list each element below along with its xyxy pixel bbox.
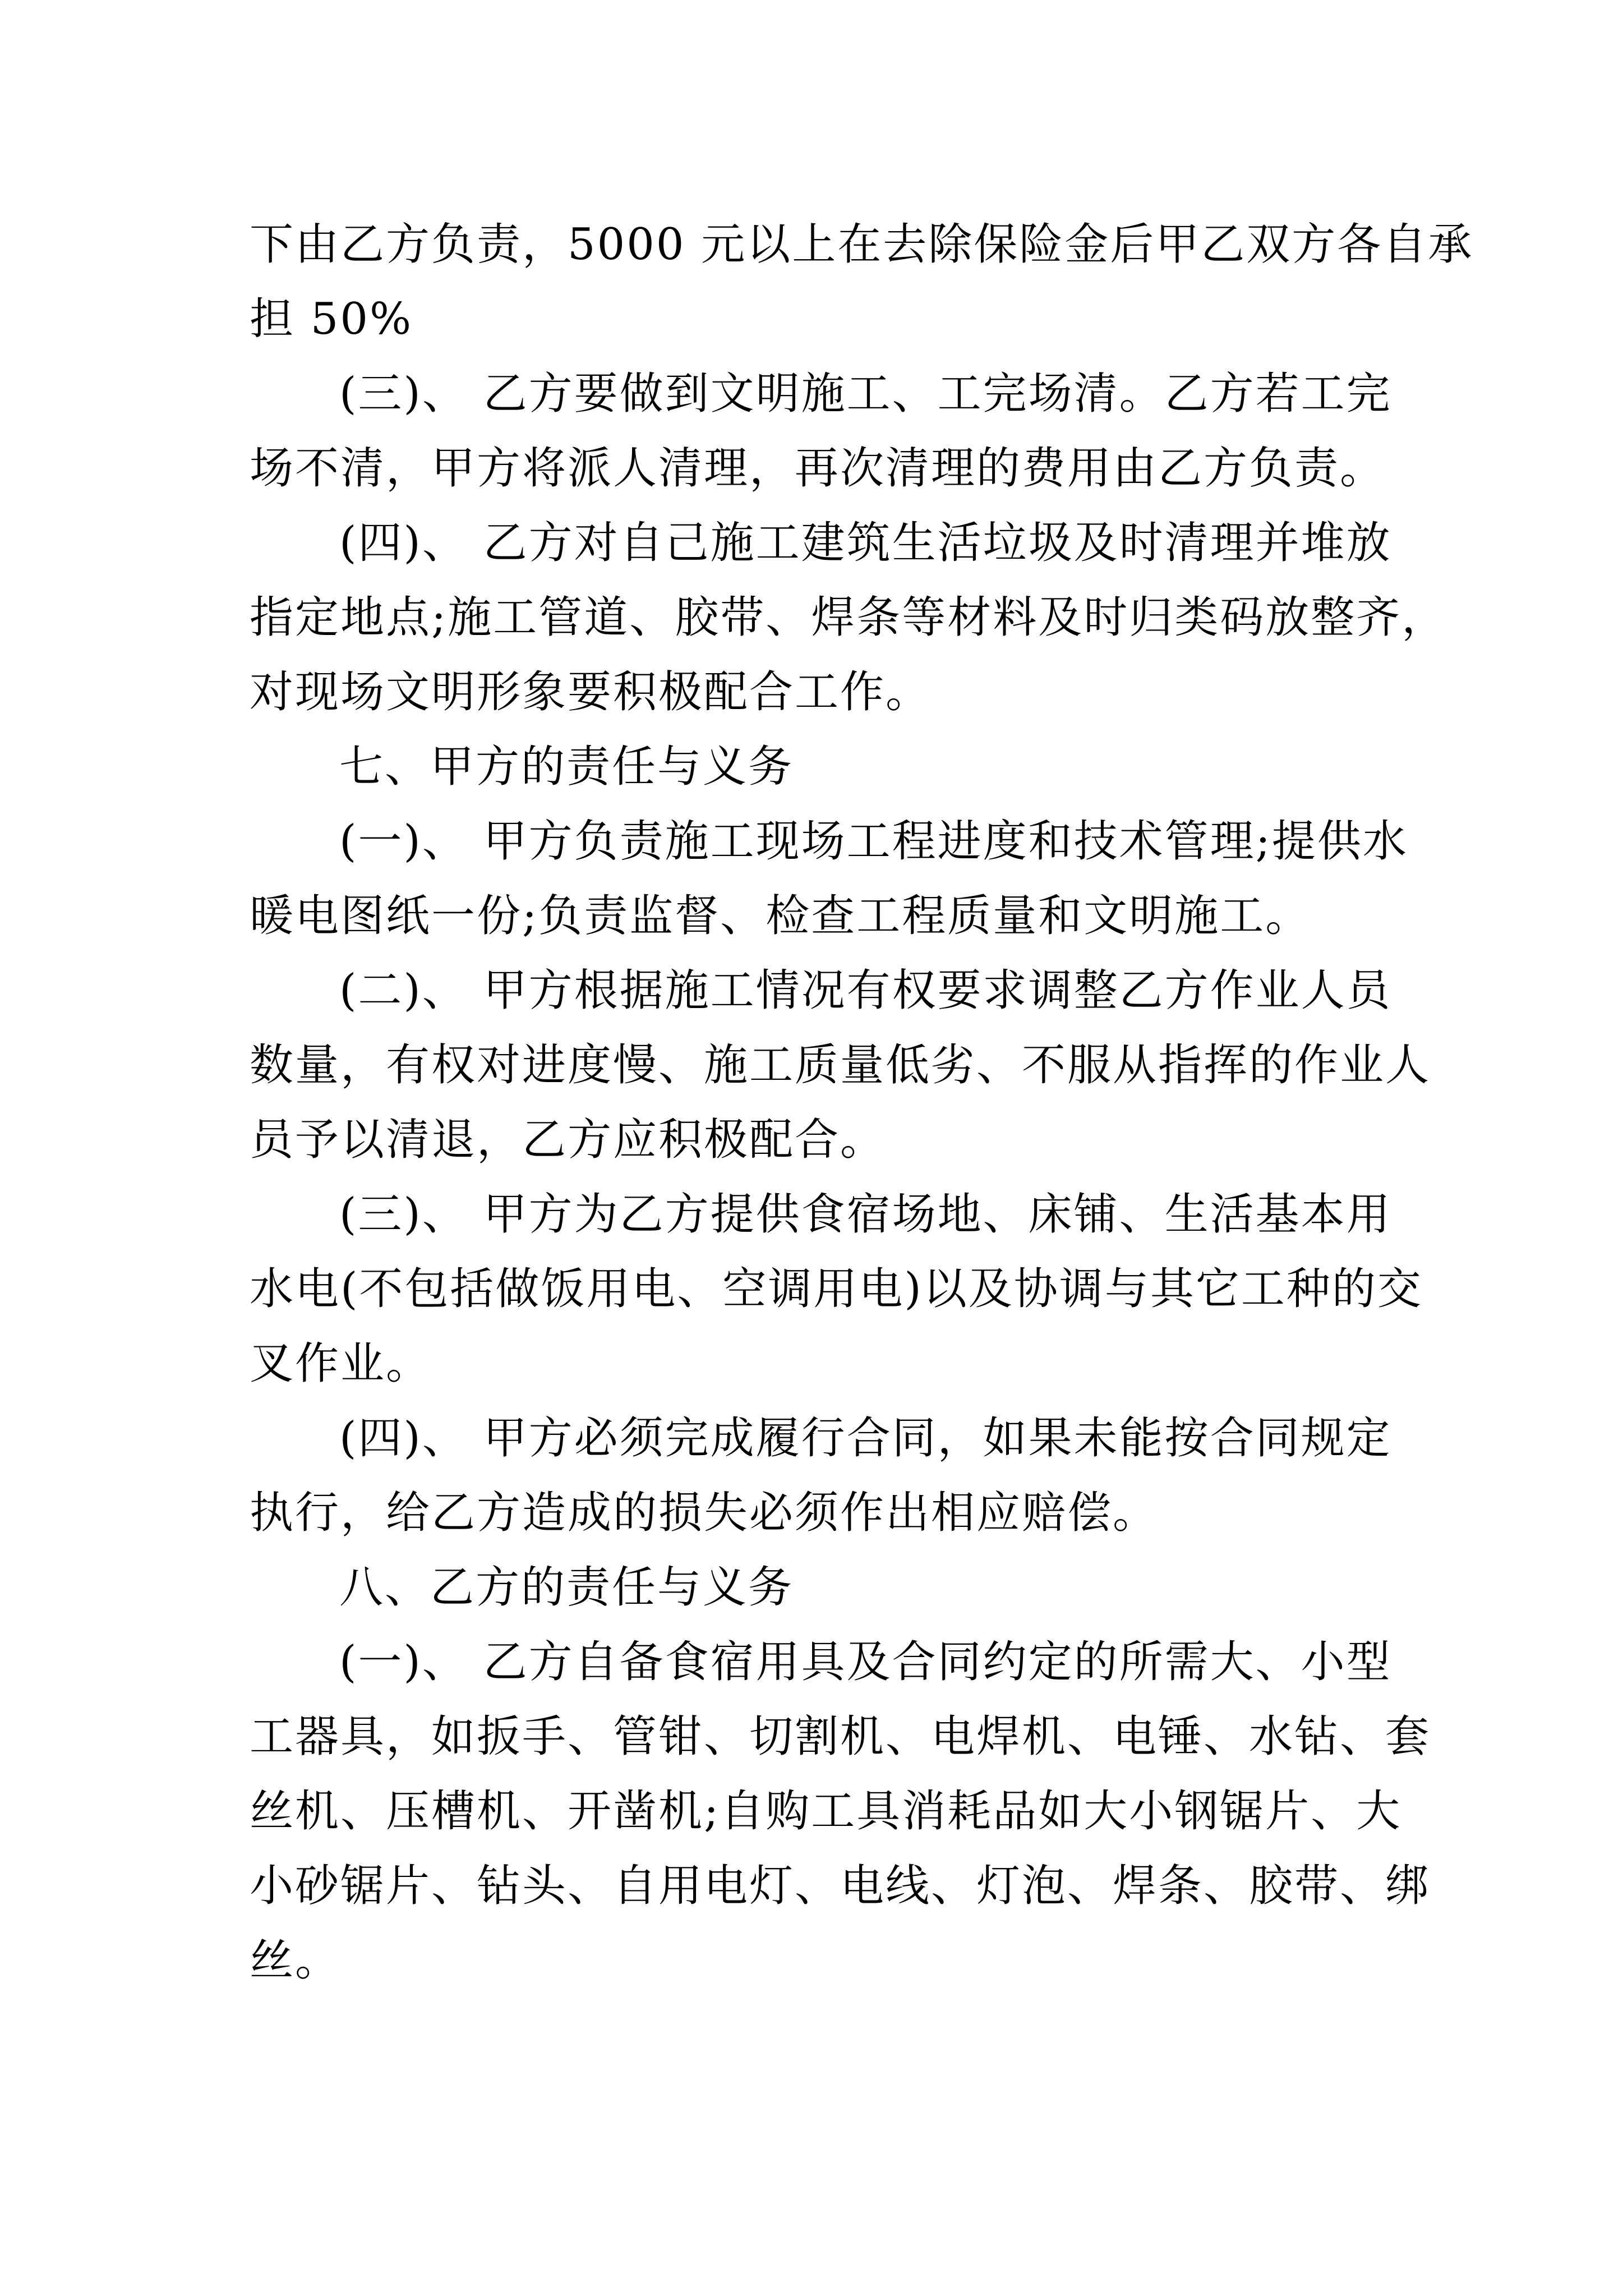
text-line: 小砂锯片、钻头、自用电灯、电线、灯泡、焊条、胶带、绑 xyxy=(250,1861,1431,1911)
text-line: 叉作业。 xyxy=(250,1338,432,1389)
text-line: 工器具，如扳手、管钳、切割机、电焊机、电锤、水钻、套 xyxy=(250,1711,1431,1762)
clause-one-heading: (一)、 甲方负责施工现场工程进度和技术管理;提供水 xyxy=(339,816,1408,867)
text-line: 对现场文明形象要积极配合工作。 xyxy=(250,667,932,717)
text-line: 下由乙方负责，5000 元以上在去除保险金后甲乙双方各自承 xyxy=(250,219,1474,270)
document-body xyxy=(250,208,1474,1998)
text-line: 水电(不包括做饭用电、空调用电)以及协调与其它工种的交 xyxy=(250,1264,1423,1314)
clause-three-heading: (三)、 甲方为乙方提供食宿场地、床铺、生活基本用 xyxy=(339,1189,1392,1240)
text-line: 丝机、压槽机、开凿机;自购工具消耗品如大小钢锯片、大 xyxy=(250,1786,1402,1837)
clause-one-heading: (一)、 乙方自备食宿用具及合同约定的所需大、小型 xyxy=(339,1637,1392,1687)
clause-three-heading: (三)、 乙方要做到文明施工、工完场清。乙方若工完 xyxy=(339,369,1392,419)
text-line: 暖电图纸一份;负责监督、检查工程质量和文明施工。 xyxy=(250,891,1311,941)
text-line: 执行，给乙方造成的损失必须作出相应赔偿。 xyxy=(250,1488,1159,1538)
section-seven-title: 七、甲方的责任与义务 xyxy=(339,742,794,792)
text-line: 担 50% xyxy=(250,294,413,344)
clause-two-heading: (二)、 甲方根据施工情况有权要求调整乙方作业人员 xyxy=(339,965,1392,1016)
text-line: 数量，有权对进度慢、施工质量低劣、不服从指挥的作业人 xyxy=(250,1040,1431,1091)
text-line: 指定地点;施工管道、胶带、焊条等材料及时归类码放整齐， xyxy=(250,592,1447,643)
clause-four-heading: (四)、 乙方对自己施工建筑生活垃圾及时清理并堆放 xyxy=(339,518,1392,568)
text-line: 丝。 xyxy=(250,1935,341,1986)
clause-four-heading: (四)、 甲方必须完成履行合同，如果未能按合同规定 xyxy=(339,1413,1392,1464)
text-line: 员予以清退，乙方应积极配合。 xyxy=(250,1115,886,1165)
section-eight-title: 八、乙方的责任与义务 xyxy=(339,1562,794,1613)
text-line: 场不清，甲方将派人清理，再次清理的费用由乙方负责。 xyxy=(250,443,1386,494)
